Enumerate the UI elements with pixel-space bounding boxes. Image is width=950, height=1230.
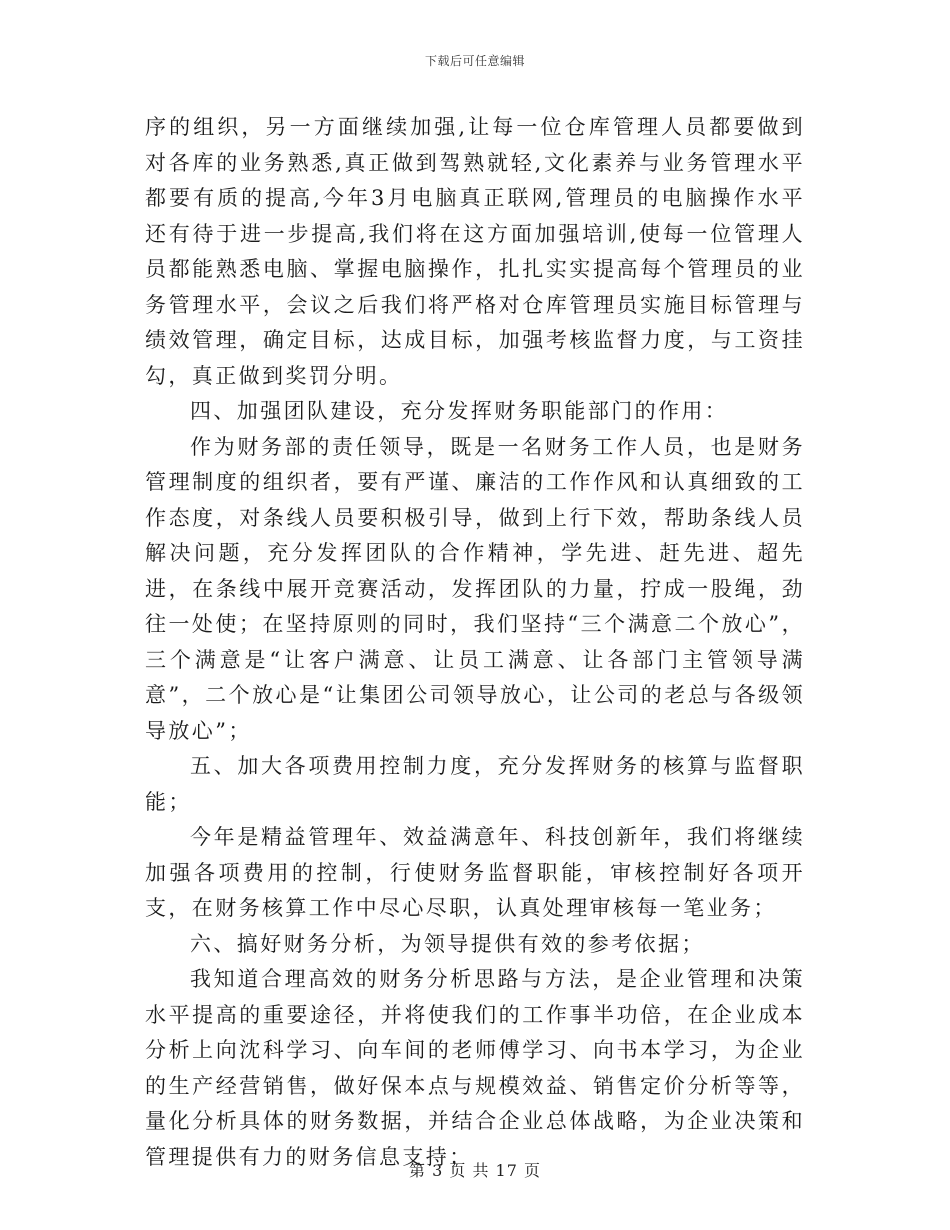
paragraph-continuation: 序的组织，另一方面继续加强,让每一位仓库管理人员都要做到对各库的业务熟悉,真正做到驾熟就轻,文化素养与业务管理水平都要有质的提高,今年3月电脑真正联网,管理员的电脑操作水平还有待于进一步提高,我们将在这方面加强培训,使每一位管理人员都能熟悉电脑、掌握电脑操作，扎扎实实提高每个管理员的业务管理水平，会议之后我们将严格对仓库管理员实施目标管理与绩效管理，确定目标，达成目标，加强考核监督力度，与工资挂勾，真正做到奖罚分明。 <box>145 115 805 388</box>
section-heading-six: 六、搞好财务分析，为领导提供有效的参考依据； <box>190 931 705 956</box>
section-heading-four: 四、加强团队建设，充分发挥财务职能部门的作用： <box>190 399 729 423</box>
document-body <box>145 110 805 1175</box>
page-header-note: 下载后可任意编辑 <box>424 54 525 68</box>
paragraph-financial-analysis: 我知道合理高效的财务分析思路与方法，是企业管理和决策水平提高的重要途径，并将使我们的工作事半功倍，在企业成本分析上向沈科学习、向车间的老师傅学习、向书本学习，为企业的生产经营销售，做好保本点与规模效益、销售定价分析等等，量化分析具体的财务数据，并结合企业总体战略，为企业决策和管理提供有力的财务信息支持； <box>145 967 805 1169</box>
page-number: 第 3 页 共 17 页 <box>409 1161 541 1180</box>
paragraph-team-building: 作为财务部的责任领导，既是一名财务工作人员，也是财务管理制度的组织者，要有严谨、廉洁的工作作风和认真细致的工作态度，对条线人员要积极引导，做到上行下效，帮助条线人员解决问题，充分发挥团队的合作精神，学先进、赶先进、超先进，在条线中展开竞赛活动，发挥团队的力量，拧成一股绳，劲往一处使；在坚持原则的同时，我们坚持“三个满意二个放心”，三个满意是“让客户满意、让员工满意、让各部门主管领导满意”，二个放心是“让集团公司领导放心，让公司的老总与各级领导放心”； <box>145 434 805 743</box>
paragraph-cost-control: 今年是精益管理年、效益满意年、科技创新年，我们将继续加强各项费用的控制，行使财务监督职能，审核控制好各项开支，在财务核算工作中尽心尽职，认真处理审核每一笔业务； <box>145 825 805 920</box>
section-heading-five: 五、加大各项费用控制力度，充分发挥财务的核算与监督职能； <box>145 754 805 814</box>
